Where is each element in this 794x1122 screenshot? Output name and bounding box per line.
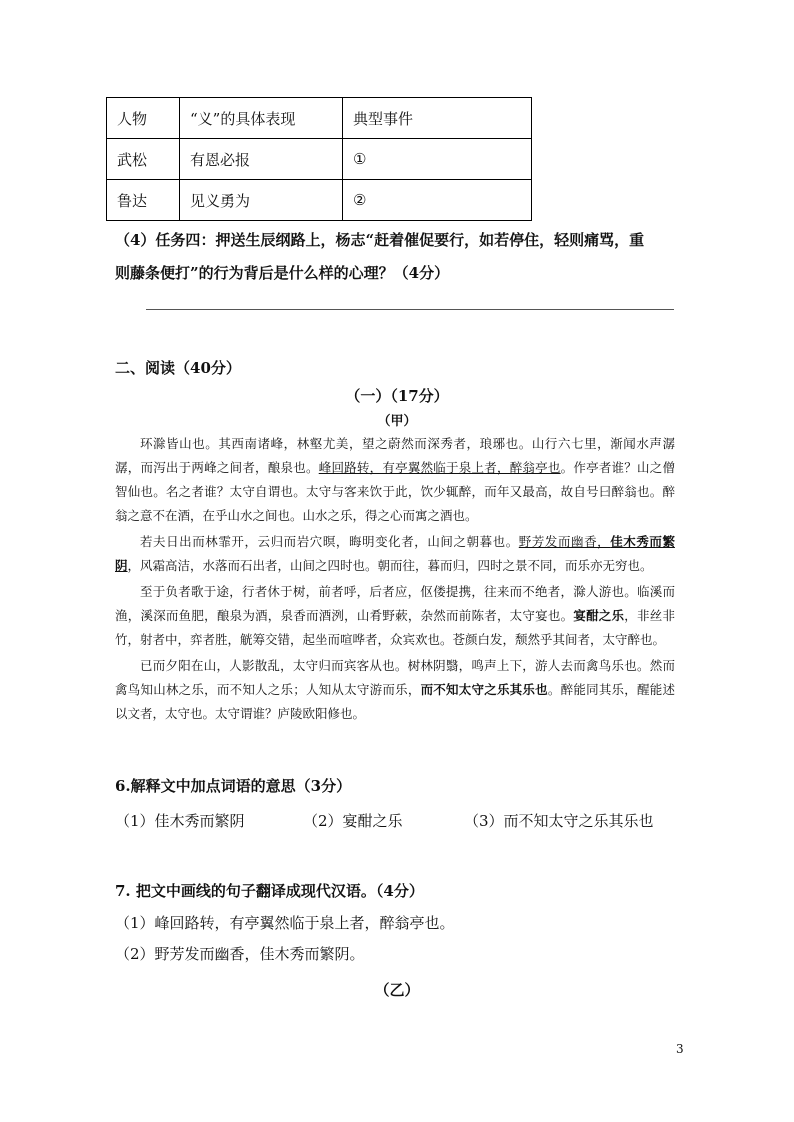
table-row xyxy=(107,139,532,180)
q6-item-2: （2）宴酣之乐 xyxy=(303,812,403,830)
character-table xyxy=(106,97,532,221)
bold-phrase: 而不知太守之乐其乐也 xyxy=(420,682,548,697)
task4-line1: （4）任务四：押送生辰纲路上，杨志“赶着催促要行，如若停住，轻则痛骂，重 xyxy=(115,231,645,249)
paragraph xyxy=(115,654,675,726)
paragraph xyxy=(115,432,675,528)
q6-item-1: （1）佳木秀而繁阴 xyxy=(115,812,245,830)
table-cell: ① xyxy=(343,139,532,180)
page-number: 3 xyxy=(676,1042,684,1056)
section-heading: 二、阅读（40分） xyxy=(115,359,241,377)
underlined-bold-phrase: 佳木秀而繁阴 xyxy=(115,534,675,573)
answer-line xyxy=(146,309,674,310)
text: 。醉能同其乐，醒能述以文者，太守也。太守谓谁？庐陵欧阳修也。 xyxy=(115,682,675,721)
underlined-sentence: 峰回路转，有亭翼然临于泉上者，醉翁亭也 xyxy=(318,460,561,475)
table-row xyxy=(107,180,532,221)
text: 若夫日出而林霏开，云归而岩穴暝，晦明变化者，山间之朝暮也。 xyxy=(140,534,519,549)
table-cell: 典型事件 xyxy=(343,98,532,139)
task4-line2: 则藤条便打”的行为背后是什么样的心理？（4分） xyxy=(115,264,450,282)
q6-title: 6.解释文中加点词语的意思（3分） xyxy=(115,777,352,795)
table-header-row xyxy=(107,98,532,139)
table-cell: 武松 xyxy=(107,139,180,180)
table-cell: “义”的具体表现 xyxy=(180,98,343,139)
subpart-heading-yi: （乙） xyxy=(374,981,420,999)
table-cell: 鲁达 xyxy=(107,180,180,221)
text: 。作亭者谁？山之僧智仙也。名之者谁？太守自谓也。太守与客来饮于此，饮少辄醉，而年又最高，故自号曰醉翁也。醉翁之意不在酒，在乎山水之间也。山水之乐，得之心而寓之酒也。 xyxy=(115,460,675,523)
table-cell: 人物 xyxy=(107,98,180,139)
text: 已而夕阳在山，人影散乱，太守归而宾客从也。树林阴翳，鸣声上下，游人去而禽鸟乐也。然而禽鸟知山林之乐，而不知人之乐；人知从太守游而乐， xyxy=(115,658,675,697)
text: 至于负者歌于途，行者休于树，前者呼，后者应，伛偻提携，往来而不绝者，滁人游也。临溪而渔，溪深而鱼肥，酿泉为酒，泉香而酒洌，山肴野蔌，杂然而前陈者，太守宴也。 xyxy=(115,584,675,623)
passage-zuiwengting xyxy=(115,432,675,728)
underlined-sentence: 野芳发而幽香， xyxy=(518,534,611,549)
text: 环滁皆山也。其西南诸峰，林壑尤美，望之蔚然而深秀者，琅琊也。山行六七里，渐闻水声潺潺，而泻出于两峰之间者，酿泉也。 xyxy=(115,436,675,475)
subpart-heading-jia: （甲） xyxy=(377,414,417,429)
text: ，非丝非竹，射者中，弈者胜，觥筹交错，起坐而喧哗者，众宾欢也。苍颜白发，颓然乎其间者，太守醉也。 xyxy=(115,608,675,647)
q7-item-1: （1）峰回路转，有亭翼然临于泉上者，醉翁亭也。 xyxy=(115,914,455,932)
q7-item-2: （2）野芳发而幽香，佳木秀而繁阴。 xyxy=(115,945,365,963)
table-cell: ② xyxy=(343,180,532,221)
q7-title: 7. 把文中画线的句子翻译成现代汉语。（4分） xyxy=(115,882,424,900)
text: ，风霜高洁，水落而石出者，山间之四时也。朝而往，暮而归，四时之景不同，而乐亦无穷也。 xyxy=(127,558,653,573)
paragraph xyxy=(115,580,675,652)
part-heading: （一）（17分） xyxy=(345,387,449,405)
table-cell: 见义勇为 xyxy=(180,180,343,221)
paragraph xyxy=(115,530,675,578)
bold-phrase: 宴酣之乐 xyxy=(573,608,625,623)
table-cell: 有恩必报 xyxy=(180,139,343,180)
q6-item-3: （3）而不知太守之乐其乐也 xyxy=(464,812,654,830)
